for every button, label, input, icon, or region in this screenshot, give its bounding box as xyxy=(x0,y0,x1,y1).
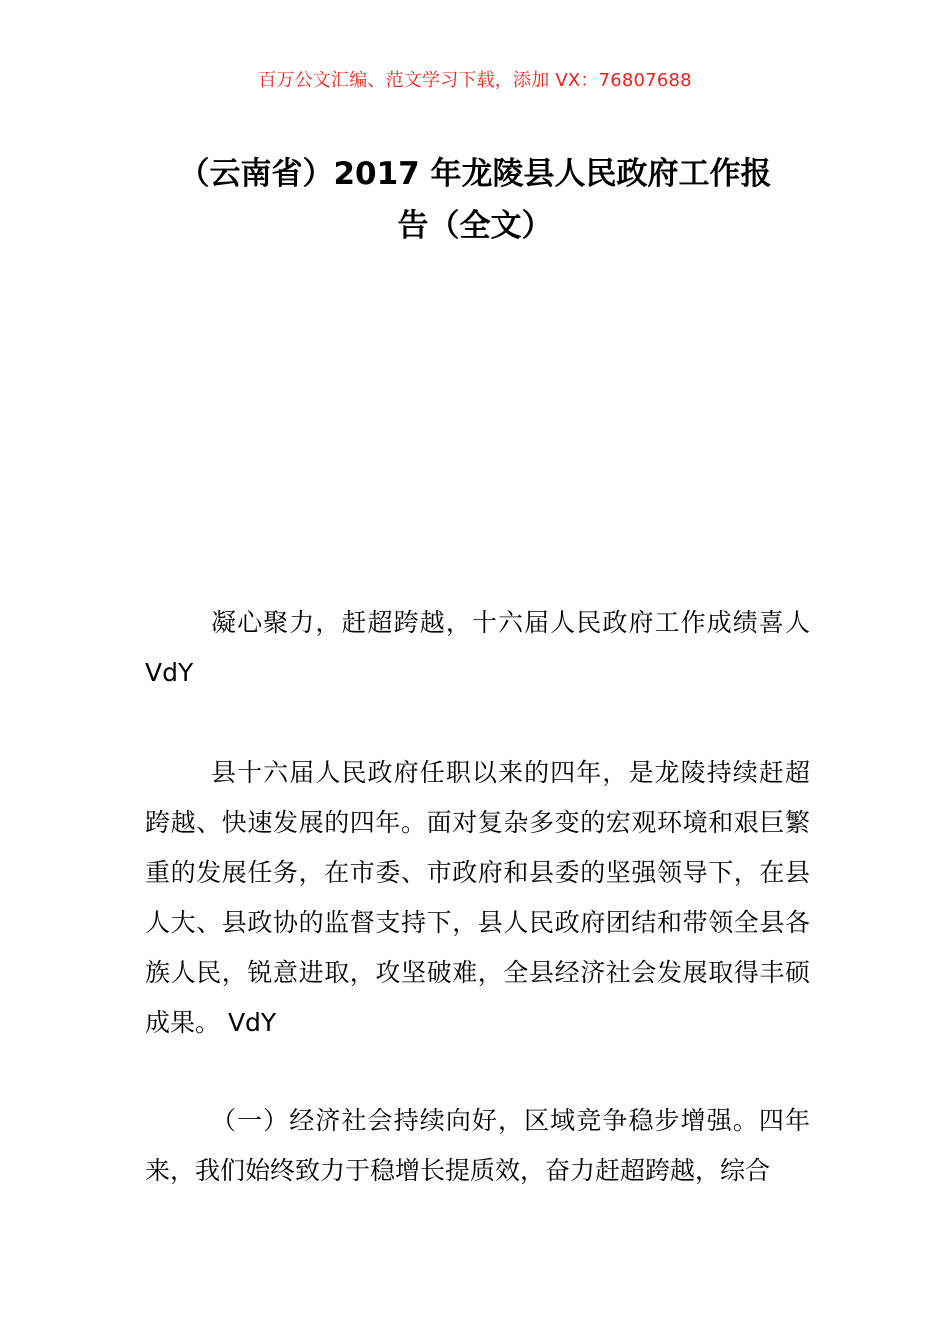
paragraph-overview: 县十六届人民政府任职以来的四年，是龙陵持续赶超跨越、快速发展的四年。面对复杂多变的宏观环境和艰巨繁重的发展任务，在市委、市政府和县委的坚强领导下，在县人大、县政协的监督支持下，县人民政府团结和带领全县各族人民，锐意进取，攻坚破难，全县经济社会发展取得丰硕成果。 VdY xyxy=(145,758,810,1037)
header-banner: 百万公文汇编、范文学习下载，添加 VX：76807688 xyxy=(258,70,692,91)
document-title xyxy=(130,148,820,252)
paragraph-section-heading: 凝心聚力，赶超跨越，十六届人民政府工作成绩喜人 VdY xyxy=(145,608,810,687)
document-title-line-2: 告（全文） xyxy=(397,208,553,244)
document-title-line-1: （云南省）2017 年龙陵县人民政府工作报 xyxy=(178,156,772,192)
paragraph-economy: （一）经济社会持续向好，区域竞争稳步增强。四年来，我们始终致力于稳增长提质效，奋力赶超跨越，综合 xyxy=(145,1106,810,1185)
